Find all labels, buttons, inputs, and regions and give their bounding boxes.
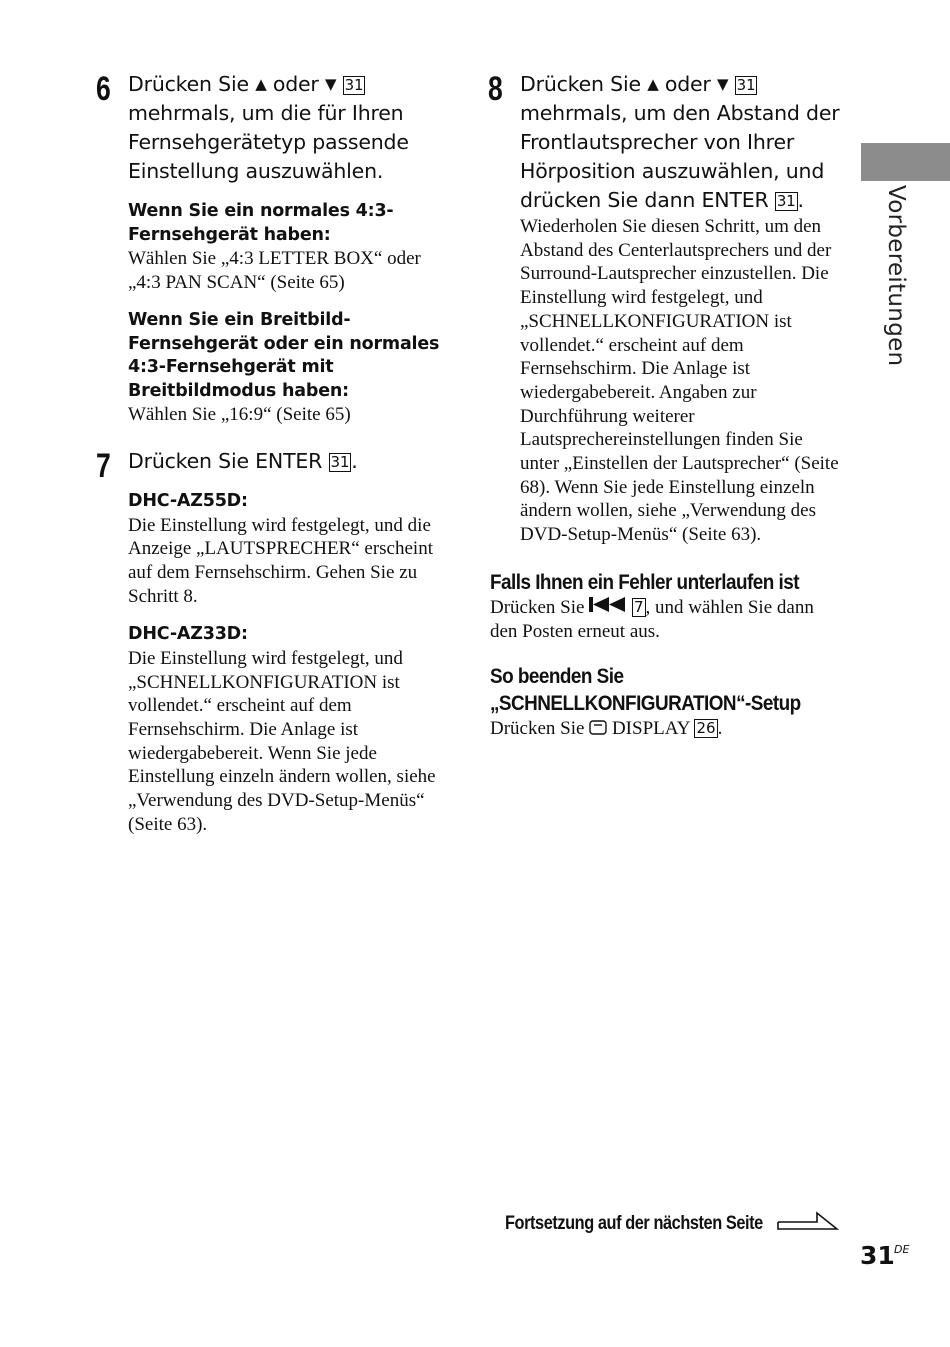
model-heading: DHC-AZ55D:	[128, 491, 248, 512]
model-block-az33d	[128, 623, 446, 836]
up-arrow-icon: ▲	[647, 75, 659, 93]
step-7	[96, 447, 446, 836]
step-8	[488, 70, 840, 547]
display-button-icon	[589, 720, 607, 735]
error-section	[490, 569, 840, 643]
continued-note: Fortsetzung auf der nächsten Seite	[505, 1213, 763, 1234]
step-body-text: Wiederholen Sie diesen Schritt, um den Abstand des Centerlautsprechers und der Surround-Lautsprecher einzustellen. Die Einstellung wird festgelegt, und „SCHNELLKONFIGURATION ist vollendet.“ erscheint auf dem Fernsehschirm. Die Anlage ist wiedergabebereit. Angaben zur Durchführung weiterer Lautsprechereinstellungen finden Sie unter „Einstellen der Lautsprecher“ (Seite 68). Wenn Sie jede Einstellung einzeln ändern wollen, siehe „Verwendung des DVD-Setup-Menüs“ (Seite 63).	[520, 216, 839, 546]
step-number: 7	[96, 447, 111, 486]
reference-number-box: 31	[776, 192, 796, 210]
section-title: Falls Ihnen ein Fehler unterlaufen ist	[490, 569, 800, 594]
model-heading: DHC-AZ33D:	[128, 624, 248, 645]
page-language-suffix: DE	[894, 1243, 910, 1256]
section-tab-marker	[861, 143, 950, 181]
case-block-widescreen	[128, 309, 446, 427]
reference-number-box: 7	[633, 597, 644, 616]
step-6	[96, 70, 446, 427]
exit-section	[490, 663, 840, 741]
step-instruction: Drücken Sie ENTER 31.	[128, 449, 358, 474]
reference-number-box: 31	[330, 453, 350, 472]
step-instruction: Drücken Sie ▲ oder ▼ 31 mehrmals, um den Abstand der Frontlautsprecher von Ihrer Hörposition auszuwählen, und drücken Sie dann ENTER 31.	[520, 72, 840, 212]
case-heading: Wenn Sie ein Breitbild-Fernsehgerät oder ein normales 4:3-Fernsehgerät mit Breitbildmodus haben:	[128, 310, 440, 401]
down-arrow-icon: ▼	[716, 75, 729, 93]
continued-arrow-icon	[777, 1211, 839, 1231]
step-number: 6	[96, 70, 111, 108]
section-text: Drücken Sie 7 , und wählen Sie dann den Posten erneut aus.	[490, 596, 814, 642]
previous-track-icon	[589, 597, 627, 612]
reference-number-box: 31	[736, 76, 756, 94]
up-arrow-icon: ▲	[255, 75, 267, 93]
section-text: Drücken Sie DISPLAY 26 .	[490, 718, 723, 740]
model-text: Die Einstellung wird festgelegt, und die Anzeige „LAUTSPRECHER“ erscheint auf dem Fernsehschirm. Gehen Sie zu Schritt 8.	[128, 514, 433, 607]
reference-number-box: 31	[344, 76, 364, 94]
model-text: Die Einstellung wird festgelegt, und „SCHNELLKONFIGURATION ist vollendet.“ erscheint auf dem Fernsehschirm. Die Anlage ist wiedergabebereit. Wenn Sie jede Einstellung einzeln ändern wollen, siehe „Verwendung des DVD-Setup-Menüs“ (Seite 63).	[128, 647, 436, 835]
down-arrow-icon: ▼	[324, 75, 337, 93]
left-column	[96, 70, 446, 837]
step-instruction: Drücken Sie ▲ oder ▼ 31 mehrmals, um die für Ihren Fernsehgerätetyp passende Einstellung auszuwählen.	[128, 72, 409, 183]
step-number: 8	[488, 70, 503, 108]
reference-number-box: 26	[696, 719, 716, 738]
section-title-line1: So beenden Sie	[490, 664, 624, 689]
case-heading: Wenn Sie ein normales 4:3-Fernsehgerät haben:	[128, 201, 394, 245]
case-text: Wählen Sie „4:3 LETTER BOX“ oder „4:3 PAN SCAN“ (Seite 65)	[128, 248, 421, 293]
section-side-label: Vorbereitungen	[883, 185, 909, 367]
case-block-4-3	[128, 200, 446, 294]
section-title-line2: „SCHNELLKONFIGURATION“-Setup	[490, 691, 801, 716]
step-instruction-rest: mehrmals, um die für Ihren Fernsehgerätetyp passende Einstellung auszuwählen.	[128, 101, 409, 183]
case-text: Wählen Sie „16:9“ (Seite 65)	[128, 404, 351, 426]
model-block-az55d	[128, 490, 446, 608]
page-number: 31	[860, 1241, 895, 1270]
right-column	[488, 70, 840, 741]
